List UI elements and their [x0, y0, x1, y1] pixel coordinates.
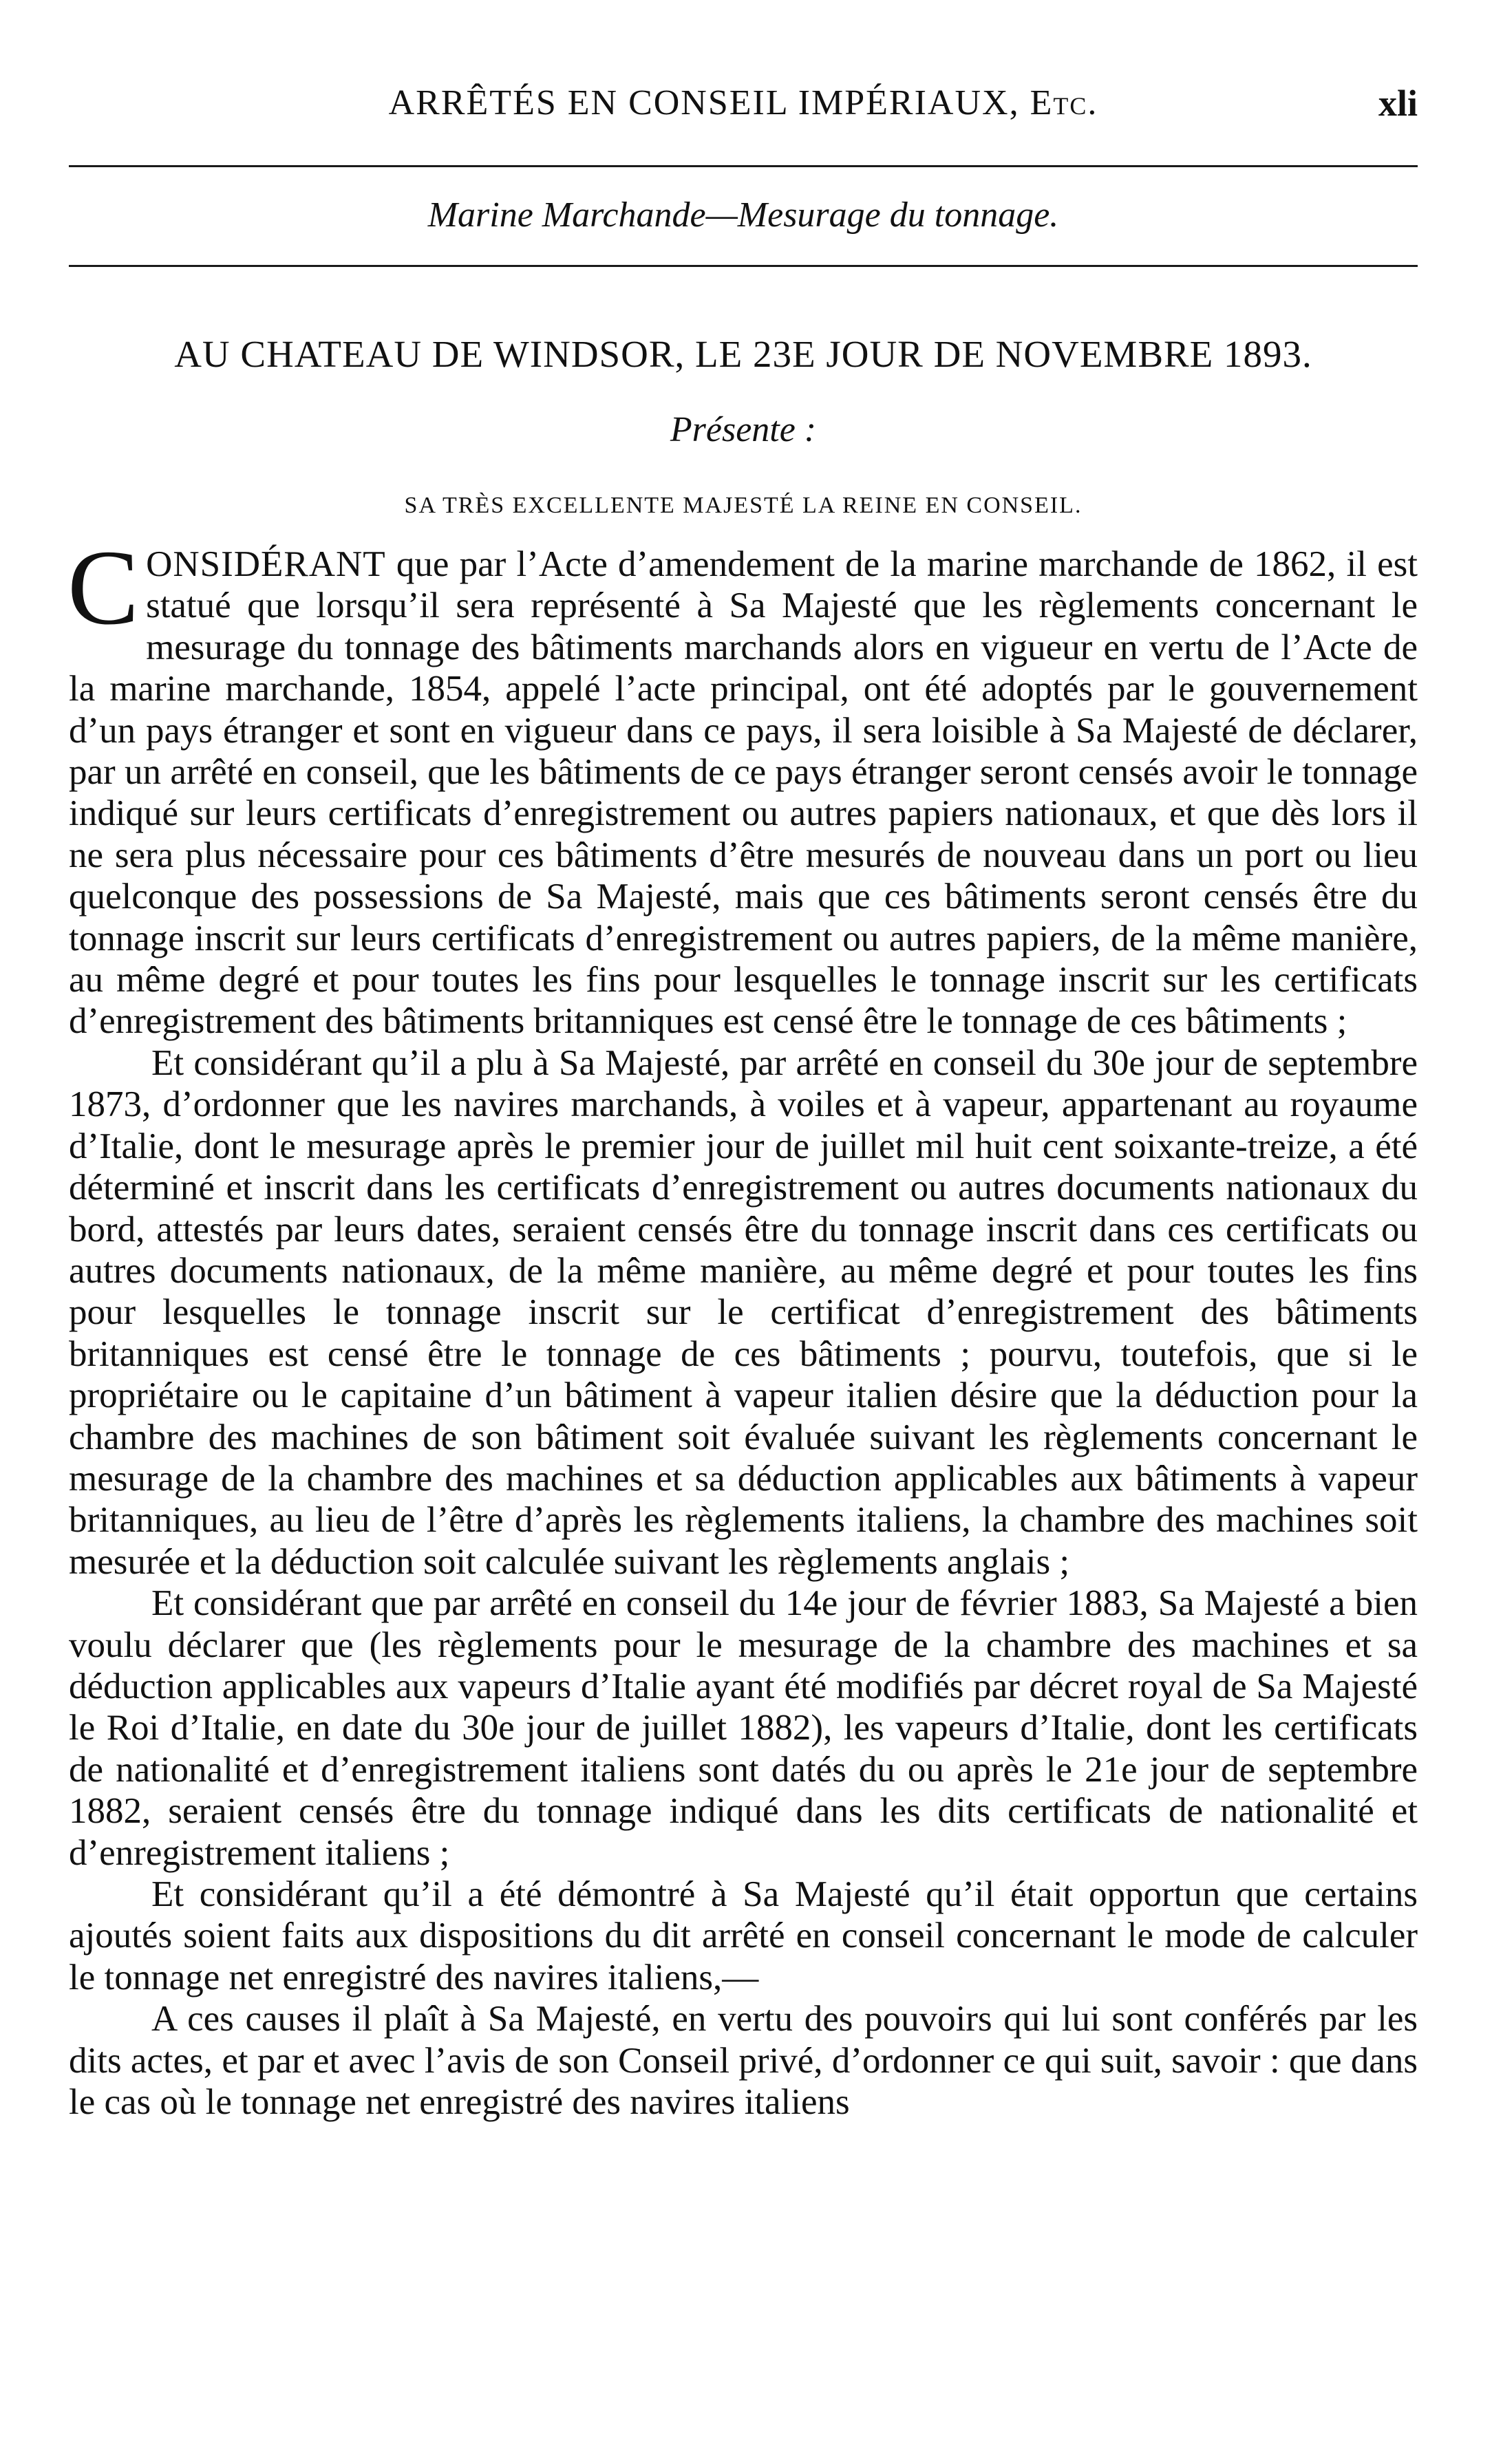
presente-label: Présente :	[670, 410, 817, 449]
paragraph-5: A ces causes il plaît à Sa Majesté, en vertu des pouvoirs qui lui sont conférés par les dits actes, et par et avec l’avis de son Conseil privé, d’ordonner ce qui suit, savoir : que dans le cas où le tonnage net enregistré des navires italiens	[69, 1999, 1418, 2123]
paragraph-4: Et considérant qu’il a été démontré à Sa Majesté qu’il était opportun que certains ajoutés soient faits aux dispositions du dit arrêté en conseil concernant le mode de calculer le tonnage net enregistré des navires italiens,—	[69, 1874, 1418, 1997]
paragraph-2: Et considérant qu’il a plu à Sa Majesté, par arrêté en conseil du 30e jour de septembre 1873, d’ordonner que les navires marchands, à voiles et à vapeur, appartenant au royaume d’Italie, dont le mesurage après le premier jour de juillet mil huit cent soixante-treize, a été déterminé et inscrit dans les certificats d’enregistrement ou autres documents nationaux du bord, attestés par leurs dates, seraient censés être du tonnage inscrit dans ces certificats ou autres documents nationaux, de la même manière, au même degré et pour toutes les fins pour lesquelles le tonnage inscrit sur le certificat d’enregistrement des bâtiments britanniques est censé être le tonnage de ces bâtiments ; pourvu, toutefois, que si le propriétaire ou le capitaine d’un bâtiment à vapeur italien désire que la déduction pour la chambre des machines de son bâtiment soit évaluée suivant les règlements concernant le mesurage de la chambre des machines et sa déduction applicables aux bâtiments à vapeur britanniques, au lieu de l’être d’après les règlements italiens, la chambre des machines soit mesurée et la déduction soit calculée suivant les règlements anglais ;	[69, 1042, 1418, 1582]
running-head	[69, 76, 1418, 131]
opening-word: ONSIDÉRANT	[146, 544, 386, 584]
running-title	[69, 76, 1418, 131]
paragraph-1-text: que par l’Acte d’amendement de la marine marchande de 1862, il est statué que lorsqu’il sera représenté à Sa Majesté que les règlements concernant le mesurage du tonnage des bâtiments marchands alors en vigueur en vertu de l’Acte de la marine marchande, 1854, appelé l’acte principal, ont été adoptés par le gouvernement d’un pays étranger et sont en vigueur dans ce pays, il sera loisible à Sa Majesté de déclarer, par un arrêté en conseil, que les bâtiments de ce pays étranger seront censés avoir le tonnage indiqué sur leurs certificats d’enregistrement ou autres papiers nationaux, et que dès lors il ne sera plus nécessaire pour ces bâtiments d’être mesurés de nouveau dans un port ou lieu quelconque des possessions de Sa Majesté, mais que ces bâtiments seront censés être du tonnage inscrit sur leurs certificats d’enregistrement ou autres papiers, de la même manière, au même degré et pour toutes les fins pour lesquelles le tonnage inscrit sur les certificats d’enregistrement des bâtiments britanniques est censé être le tonnage de ces bâtiments ;	[69, 544, 1418, 1042]
dateline-heading: AU CHATEAU DE WINDSOR, LE 23E JOUR DE NOVEMBRE 1893.	[174, 333, 1312, 375]
paragraph-1	[67, 528, 1418, 1042]
bottom-rule	[69, 265, 1418, 267]
section-subject: Marine Marchande—Mesurage du tonnage.	[427, 195, 1059, 235]
paragraph-3: Et considérant que par arrêté en conseil du 14e jour de février 1883, Sa Majesté a bien voulu déclarer que (les règlements pour le mesurage de la chambre des machines et sa déduction applicables aux vapeurs d’Italie ayant été modifiés par décret royal de Sa Majesté le Roi d’Italie, en date du 30e jour de juillet 1882), les vapeurs d’Italie, dont les certificats de nationalité et d’enregistrement italiens sont datés du ou après le 21e jour de septembre 1882, seraient censés être du tonnage indiqué dans les dits certificats de nationalité et d’enregistrement italiens ;	[69, 1583, 1418, 1873]
order-body	[67, 528, 1418, 2123]
page-number: xli	[1378, 83, 1418, 124]
top-rule	[69, 165, 1418, 167]
majesty-line: SA TRÈS EXCELLENTE MAJESTÉ LA REINE EN CONSEIL.	[404, 493, 1083, 518]
document-page	[69, 0, 1418, 2464]
running-title-main: ARRÊTÉS EN CONSEIL IMPÉRIAUX,	[388, 83, 1030, 122]
running-title-etc: Etc.	[1030, 83, 1098, 122]
drop-cap: C	[67, 528, 140, 647]
